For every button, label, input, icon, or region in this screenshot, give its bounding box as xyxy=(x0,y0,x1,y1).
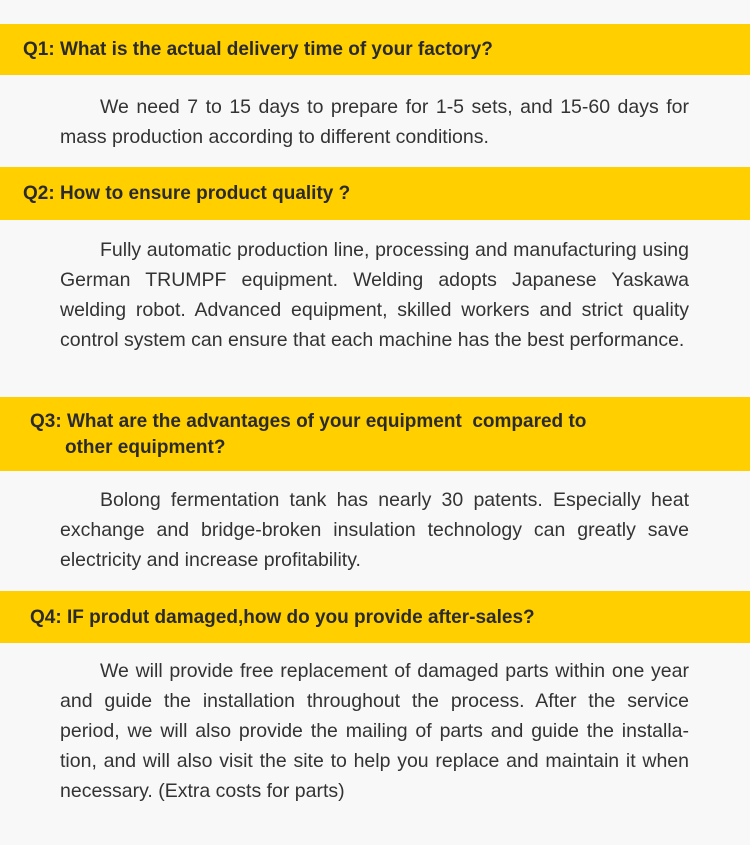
faq-question-bar-4 xyxy=(0,591,750,643)
faq-question-2: Q2: How to ensure product quality ? xyxy=(23,183,351,204)
faq-answer-1: We need 7 to 15 days to prepare for 1-5 sets, and 15-60 days for mass production according to different conditions. xyxy=(60,96,689,148)
faq-question-bar-1 xyxy=(0,24,750,75)
faq-question-3-line1: Q3: What are the advantages of your equipment compared to xyxy=(30,411,587,432)
faq-answer-2: Fully automatic production line, processing and manufacturing using German TRUMPF equipment. Welding adopts Japanese Yaskawa welding robot. Advanced equipment, skilled workers and strict quality control system can ensure that each machine has the best performance. xyxy=(60,239,689,351)
faq-question-bar-2 xyxy=(0,167,750,220)
faq-answer-4: We will provide free replacement of damaged parts within one year and guide the installation throughout the process. After the service period, we will also provide the mailing of parts and guide the installation, and will also visit the site to help you replace and maintain it when necessary. (Extra costs for parts) xyxy=(60,660,689,802)
faq-question-3-line2: other equipment? xyxy=(65,437,226,458)
faq-answer-3: Bolong fermentation tank has nearly 30 patents. Especially heat exchange and bridge-broken insulation technology can greatly save electricity and increase profitability. xyxy=(60,489,689,571)
faq-question-4: Q4: IF produt damaged,how do you provide after-sales? xyxy=(30,607,535,628)
faq-question-bar-3 xyxy=(0,397,750,471)
faq-question-1: Q1: What is the actual delivery time of your factory? xyxy=(23,39,493,60)
